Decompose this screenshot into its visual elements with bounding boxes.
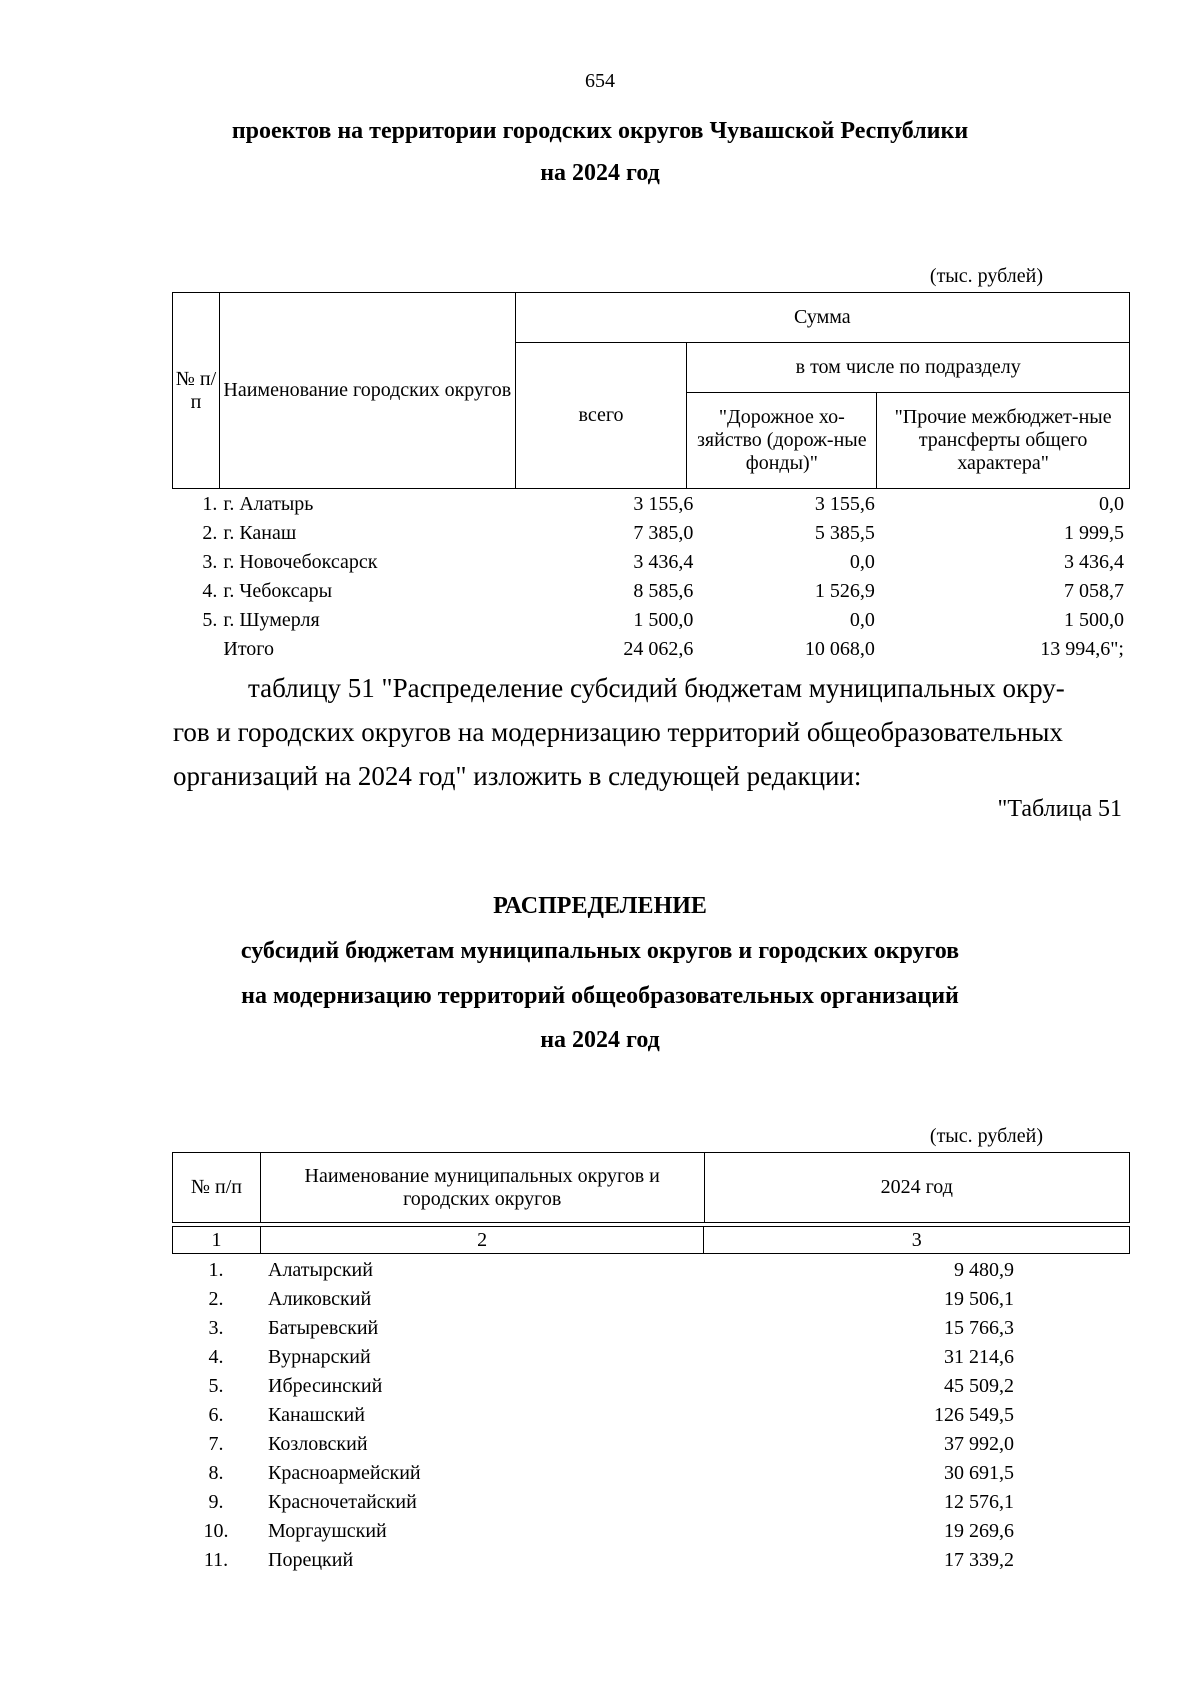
colnum-1: 1 — [173, 1227, 261, 1254]
row-total: 7 385,0 — [633, 522, 694, 544]
row-value: 31 214,6 — [944, 1346, 1014, 1368]
table-label: "Таблица 51 — [997, 796, 1122, 822]
row-other: 1 500,0 — [1064, 609, 1124, 631]
table-row — [172, 1517, 1130, 1546]
table-row — [172, 548, 1130, 577]
row-num: 7. — [208, 1433, 224, 1455]
table-row — [172, 519, 1130, 548]
header-subsection: в том числе по подразделу — [687, 343, 1130, 393]
row-num: 9. — [208, 1491, 224, 1513]
row-road: 0,0 — [849, 609, 875, 631]
row-num: 2. — [208, 1288, 224, 1310]
row-value: 19 269,6 — [944, 1520, 1014, 1542]
table-row — [172, 1285, 1130, 1314]
row-value: 30 691,5 — [944, 1462, 1014, 1484]
section2-colnum-table — [172, 1226, 1130, 1254]
row-value: 12 576,1 — [944, 1491, 1014, 1513]
row-name: г. Алатырь — [223, 493, 314, 515]
row-num: 6. — [208, 1404, 224, 1426]
row-value: 126 549,5 — [934, 1404, 1014, 1426]
header-road: "Дорожное хо-зяйство (дорож-ные фонды)" — [687, 393, 877, 489]
colnum-3: 3 — [704, 1227, 1130, 1254]
row-num: 4. — [208, 1346, 224, 1368]
row-num: 1. — [208, 1259, 224, 1281]
header-year: 2024 год — [704, 1153, 1130, 1223]
header-name: Наименование муниципальных округов и городских округов — [260, 1153, 704, 1223]
row-name: г. Новочебоксарск — [223, 551, 378, 573]
row-other: 1 999,5 — [1064, 522, 1124, 544]
table-row — [172, 1488, 1130, 1517]
row-num: 8. — [208, 1462, 224, 1484]
table-row — [172, 577, 1130, 606]
row-name: Красночетайский — [268, 1491, 417, 1513]
row-value: 15 766,3 — [944, 1317, 1014, 1339]
row-num: 3. — [208, 1317, 224, 1339]
row-name: Моргаушский — [268, 1520, 387, 1542]
section1-units: (тыс. рублей) — [929, 265, 1043, 287]
row-name: Аликовский — [268, 1288, 372, 1310]
row-name: Козловский — [268, 1433, 368, 1455]
row-value: 45 509,2 — [944, 1375, 1014, 1397]
row-num: 2. — [202, 522, 218, 544]
section2-title-line3: на модернизацию территорий общеобразовательных организаций — [241, 983, 959, 1009]
row-num: 3. — [202, 551, 218, 573]
section1-header-table — [172, 292, 1130, 489]
section2-title-line1: РАСПРЕДЕЛЕНИЕ — [493, 893, 707, 919]
row-num: 1. — [202, 493, 218, 515]
row-name: Красноармейский — [268, 1462, 421, 1484]
row-road: 0,0 — [849, 551, 875, 573]
section2-title-line2: субсидий бюджетам муниципальных округов и городских округов — [240, 938, 960, 964]
row-other: 3 436,4 — [1064, 551, 1124, 573]
table-row — [172, 1372, 1130, 1401]
section2-title-line4: на 2024 год — [540, 1027, 660, 1053]
itogo-total: 24 062,6 — [623, 638, 694, 660]
header-other: "Прочие межбюджет-ные трансферты общего характера" — [877, 393, 1130, 489]
colnum-2: 2 — [260, 1227, 704, 1254]
header-num: № п/п — [173, 293, 220, 489]
itogo-other: 13 994,6"; — [1040, 638, 1124, 660]
row-road: 1 526,9 — [814, 580, 875, 602]
paragraph-line1: таблицу 51 "Распределение субсидий бюджетам муниципальных окру- — [248, 673, 1065, 703]
section1-title-line2: на 2024 год — [540, 160, 660, 186]
section2-units: (тыс. рублей) — [929, 1125, 1043, 1147]
header-num: № п/п — [173, 1153, 261, 1223]
row-name: Вурнарский — [268, 1346, 371, 1368]
table-row — [172, 1546, 1130, 1575]
section2-data-table — [172, 1256, 1130, 1575]
section1-data-table — [172, 490, 1130, 664]
row-num: 4. — [202, 580, 218, 602]
row-name: Алатырский — [268, 1259, 373, 1281]
row-value: 37 992,0 — [944, 1433, 1014, 1455]
header-total: всего — [515, 343, 687, 489]
row-name: Батыревский — [268, 1317, 379, 1339]
row-name: Ибресинский — [268, 1375, 383, 1397]
table-row — [172, 1459, 1130, 1488]
section2-header-table — [172, 1152, 1130, 1223]
itogo-label: Итого — [223, 638, 274, 660]
row-name: Канашский — [268, 1404, 365, 1426]
table-row — [172, 1343, 1130, 1372]
row-num: 11. — [203, 1549, 229, 1571]
table-row — [172, 1256, 1130, 1285]
row-name: г. Шумерля — [223, 609, 320, 631]
header-sum: Сумма — [515, 293, 1129, 343]
section1-title-line1: проектов на территории городских округов Чувашской Республики — [231, 118, 969, 144]
table-row-total — [172, 635, 1130, 664]
table-row — [172, 606, 1130, 635]
row-total: 3 155,6 — [633, 493, 694, 515]
row-other: 0,0 — [1099, 493, 1124, 515]
row-total: 8 585,6 — [633, 580, 694, 602]
table-row — [172, 1430, 1130, 1459]
row-total: 1 500,0 — [633, 609, 694, 631]
row-value: 17 339,2 — [944, 1549, 1014, 1571]
row-name: Порецкий — [268, 1549, 354, 1571]
table-row — [172, 490, 1130, 519]
row-value: 9 480,9 — [954, 1259, 1014, 1281]
header-name: Наименование городских округов — [219, 293, 515, 489]
row-road: 3 155,6 — [814, 493, 875, 515]
table-row — [172, 1401, 1130, 1430]
row-value: 19 506,1 — [944, 1288, 1014, 1310]
page-number: 654 — [585, 70, 615, 92]
row-name: г. Чебоксары — [223, 580, 333, 602]
row-name: г. Канаш — [223, 522, 297, 544]
row-total: 3 436,4 — [633, 551, 694, 573]
table-row — [172, 1314, 1130, 1343]
row-other: 7 058,7 — [1064, 580, 1124, 602]
paragraph-line3: организаций на 2024 год" изложить в следующей редакции: — [173, 761, 862, 791]
row-num: 5. — [202, 609, 218, 631]
row-num: 10. — [203, 1520, 229, 1542]
itogo-road: 10 068,0 — [804, 638, 875, 660]
row-num: 5. — [208, 1375, 224, 1397]
paragraph-line2: гов и городских округов на модернизацию территорий общеобразовательных — [173, 717, 1063, 747]
row-road: 5 385,5 — [814, 522, 875, 544]
